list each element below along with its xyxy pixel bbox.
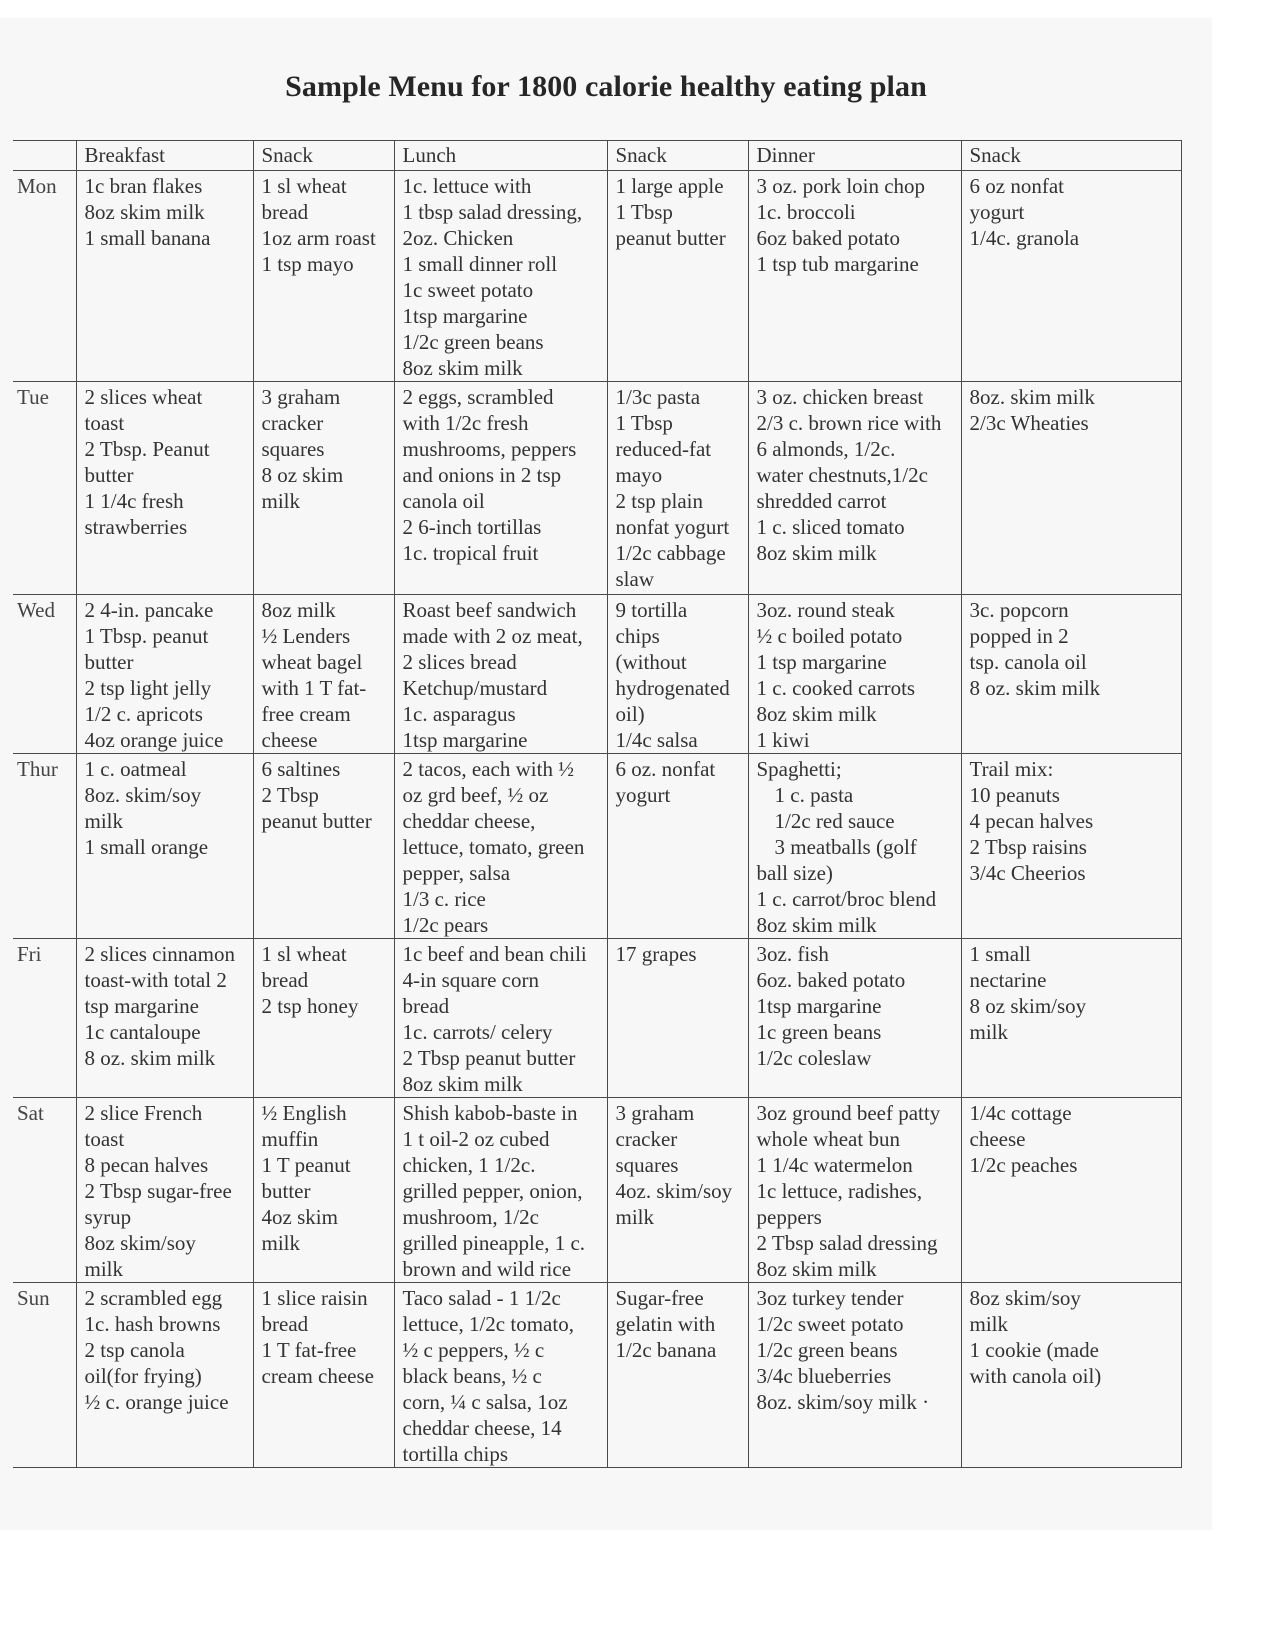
food-item: Taco salad - 1 1/2c xyxy=(402,1286,561,1310)
food-item: slaw xyxy=(615,567,654,591)
food-item: 2/3c Wheaties xyxy=(969,411,1089,435)
food-item: 3oz ground beef patty xyxy=(756,1101,941,1125)
day-label: Fri xyxy=(13,939,76,1098)
food-item: 2/3 c. brown rice with xyxy=(756,411,942,435)
food-item: yogurt xyxy=(615,783,671,807)
food-item: 1/4c salsa xyxy=(615,728,698,752)
food-item: 1c bran flakes xyxy=(84,174,203,198)
meal-cell-afternoon-snack xyxy=(607,595,748,754)
meal-cell-lunch xyxy=(394,595,607,754)
food-item: nectarine xyxy=(969,968,1047,992)
meal-cell-dinner xyxy=(748,382,961,595)
food-item: 1c. broccoli xyxy=(756,200,856,224)
food-item: ½ English xyxy=(261,1101,347,1125)
food-item: 1/2c pears xyxy=(402,913,489,937)
food-item: pepper, salsa xyxy=(402,861,511,885)
food-item: 8oz skim milk xyxy=(402,1072,523,1096)
food-item: 8 oz skim xyxy=(261,463,344,487)
food-item: mushrooms, peppers xyxy=(402,437,577,461)
food-item: 1/2c coleslaw xyxy=(756,1046,872,1070)
food-item: 1c sweet potato xyxy=(402,278,534,302)
food-item: mushroom, 1/2c xyxy=(402,1205,539,1229)
food-item: 1 cookie (made xyxy=(969,1338,1099,1362)
food-item: 1 kiwi xyxy=(756,728,810,752)
food-item: 1 tbsp salad dressing, xyxy=(402,200,583,224)
food-item: ½ Lenders xyxy=(261,624,351,648)
meal-cell-evening-snack xyxy=(961,595,1181,754)
food-item: 2 slice French xyxy=(84,1101,203,1125)
food-item: 1 1/4c fresh xyxy=(84,489,184,513)
food-item: 8oz. skim/soy xyxy=(84,783,202,807)
meal-cell-dinner xyxy=(748,1283,961,1468)
food-item: hydrogenated xyxy=(615,676,730,700)
food-item: 3oz. round steak xyxy=(756,598,895,622)
food-item: 1 c. cooked carrots xyxy=(756,676,916,700)
food-item: 3 meatballs (golf xyxy=(774,835,917,859)
food-item: oil(for frying) xyxy=(84,1364,202,1388)
food-item: syrup xyxy=(84,1205,132,1229)
food-item: cheddar cheese, xyxy=(402,809,536,833)
food-item: butter xyxy=(84,650,134,674)
meal-cell-afternoon-snack xyxy=(607,1283,748,1468)
meal-cell-evening-snack xyxy=(961,171,1181,382)
food-item: 8oz skim milk xyxy=(84,200,205,224)
food-item: 1 T fat-free xyxy=(261,1338,357,1362)
food-item: 1 Tbsp xyxy=(615,411,673,435)
food-item: 3/4c Cheerios xyxy=(969,861,1086,885)
food-item: mayo xyxy=(615,463,663,487)
food-item: 1 small dinner roll xyxy=(402,252,558,276)
food-item: squares xyxy=(615,1153,679,1177)
food-item: 2 tsp honey xyxy=(261,994,359,1018)
food-item: 8oz milk xyxy=(261,598,336,622)
meal-cell-morning-snack xyxy=(253,171,394,382)
meal-cell-evening-snack xyxy=(961,382,1181,595)
table-row xyxy=(13,754,1181,939)
food-item: 8oz skim milk xyxy=(402,356,523,380)
meal-cell-morning-snack xyxy=(253,595,394,754)
food-item: milk xyxy=(261,489,301,513)
food-item: 2 tacos, each with ½ xyxy=(402,757,574,781)
food-item: bread xyxy=(261,1312,309,1336)
food-item: 1/2c cabbage xyxy=(615,541,726,565)
food-item: 1c. hash browns xyxy=(84,1312,221,1336)
table-row xyxy=(13,1098,1181,1283)
meal-cell-afternoon-snack xyxy=(607,939,748,1098)
food-item: peanut butter xyxy=(261,809,372,833)
food-item: with canola oil) xyxy=(969,1364,1102,1388)
header-evening-snack: Snack xyxy=(961,141,1181,171)
food-item: 1oz arm roast xyxy=(261,226,376,250)
food-item: 1 t oil-2 oz cubed xyxy=(402,1127,550,1151)
food-item: lettuce, 1/2c tomato, xyxy=(402,1312,574,1336)
table-row xyxy=(13,939,1181,1098)
food-item: lettuce, tomato, green xyxy=(402,835,585,859)
food-item: 8oz skim/soy xyxy=(969,1286,1081,1310)
food-item: Ketchup/mustard xyxy=(402,676,548,700)
food-item: ball size) xyxy=(756,861,833,885)
food-item: squares xyxy=(261,437,325,461)
food-item: 1 tsp margarine xyxy=(756,650,887,674)
food-item: butter xyxy=(84,463,134,487)
food-item: 2 4-in. pancake xyxy=(84,598,214,622)
food-item: cheddar cheese, 14 xyxy=(402,1416,562,1440)
food-item: toast xyxy=(84,411,125,435)
food-item: strawberries xyxy=(84,515,188,539)
food-item: peanut butter xyxy=(615,226,726,250)
header-row xyxy=(13,141,1181,171)
food-item: Sugar-free xyxy=(615,1286,704,1310)
food-item: nonfat yogurt xyxy=(615,515,730,539)
food-item: 2 slices wheat xyxy=(84,385,203,409)
food-item: 8oz. skim/soy milk · xyxy=(756,1390,930,1414)
food-item: 1 c. pasta xyxy=(774,783,854,807)
food-item: 3oz. fish xyxy=(756,942,829,966)
food-item: chips xyxy=(615,624,660,648)
food-item: 1 small xyxy=(969,942,1031,966)
food-item: 3c. popcorn xyxy=(969,598,1069,622)
food-item: 1tsp margarine xyxy=(402,728,528,752)
meal-cell-lunch xyxy=(394,939,607,1098)
meal-cell-lunch xyxy=(394,382,607,595)
food-item: cheese xyxy=(261,728,318,752)
food-item: 1/2c peaches xyxy=(969,1153,1078,1177)
food-item: 4oz. skim/soy xyxy=(615,1179,733,1203)
food-item: 2 tsp canola xyxy=(84,1338,185,1362)
food-item: free cream xyxy=(261,702,351,726)
food-item: cream cheese xyxy=(261,1364,374,1388)
food-item: 1 c. sliced tomato xyxy=(756,515,905,539)
meal-cell-morning-snack xyxy=(253,382,394,595)
day-label: Wed xyxy=(13,595,76,754)
food-item: milk xyxy=(969,1312,1009,1336)
food-item: 1c beef and bean chili xyxy=(402,942,587,966)
meal-cell-lunch xyxy=(394,754,607,939)
food-item: 10 peanuts xyxy=(969,783,1060,807)
food-item: 1c. tropical fruit xyxy=(402,541,539,565)
food-item: 1c cantaloupe xyxy=(84,1020,201,1044)
food-item: peppers xyxy=(756,1205,822,1229)
food-item: shredded carrot xyxy=(756,489,887,513)
food-item: 2oz. Chicken xyxy=(402,226,514,250)
food-item: cracker xyxy=(615,1127,678,1151)
food-item: 1c. carrots/ celery xyxy=(402,1020,553,1044)
meal-cell-afternoon-snack xyxy=(607,382,748,595)
food-item: 1 Tbsp xyxy=(615,200,673,224)
food-item: brown and wild rice xyxy=(402,1257,572,1281)
food-item: cheese xyxy=(969,1127,1026,1151)
table-row xyxy=(13,1283,1181,1468)
food-item: 6oz baked potato xyxy=(756,226,900,250)
food-item: 1 slice raisin xyxy=(261,1286,368,1310)
table-row xyxy=(13,595,1181,754)
food-item: 3oz turkey tender xyxy=(756,1286,904,1310)
food-item: 8 pecan halves xyxy=(84,1153,209,1177)
day-label: Thur xyxy=(13,754,76,939)
food-item: 2 tsp plain xyxy=(615,489,703,513)
food-item: ½ c. orange juice xyxy=(84,1390,229,1414)
food-item: 1c lettuce, radishes, xyxy=(756,1179,923,1203)
food-item: 3/4c blueberries xyxy=(756,1364,892,1388)
meal-cell-dinner xyxy=(748,754,961,939)
food-item: 1tsp margarine xyxy=(402,304,528,328)
food-item: 1c green beans xyxy=(756,1020,882,1044)
food-item: 1 sl wheat xyxy=(261,174,347,198)
food-item: milk xyxy=(261,1231,301,1255)
header-day xyxy=(13,141,76,171)
food-item: 1/2c green beans xyxy=(402,330,544,354)
food-item: 2 slices cinnamon xyxy=(84,942,235,966)
food-item: milk xyxy=(969,1020,1009,1044)
food-item: 1/3 c. rice xyxy=(402,887,486,911)
food-item: 1 large apple xyxy=(615,174,724,198)
meal-cell-morning-snack xyxy=(253,1283,394,1468)
food-item: 8oz skim milk xyxy=(756,702,877,726)
food-item: 4oz orange juice xyxy=(84,728,224,752)
meal-cell-breakfast xyxy=(76,1283,253,1468)
header-lunch: Lunch xyxy=(394,141,607,171)
food-item: 1c. lettuce with xyxy=(402,174,532,198)
food-item: with 1/2c fresh xyxy=(402,411,529,435)
meal-cell-morning-snack xyxy=(253,1098,394,1283)
food-item: bread xyxy=(261,200,309,224)
header-morning-snack: Snack xyxy=(253,141,394,171)
table-row xyxy=(13,382,1181,595)
food-item: 8 oz. skim milk xyxy=(84,1046,216,1070)
meal-cell-evening-snack xyxy=(961,1098,1181,1283)
food-item: Shish kabob-baste in xyxy=(402,1101,578,1125)
day-label: Mon xyxy=(13,171,76,382)
food-item: 1 sl wheat xyxy=(261,942,347,966)
food-item: gelatin with xyxy=(615,1312,716,1336)
food-item: 1/4c cottage xyxy=(969,1101,1072,1125)
meal-cell-breakfast xyxy=(76,939,253,1098)
food-item: 2 eggs, scrambled xyxy=(402,385,554,409)
header-breakfast: Breakfast xyxy=(76,141,253,171)
meal-cell-afternoon-snack xyxy=(607,171,748,382)
meal-cell-dinner xyxy=(748,1098,961,1283)
day-label: Tue xyxy=(13,382,76,595)
food-item: 6 almonds, 1/2c. xyxy=(756,437,896,461)
food-item: toast-with total 2 xyxy=(84,968,227,992)
food-item: toast xyxy=(84,1127,125,1151)
food-item: bread xyxy=(261,968,309,992)
food-item: 17 grapes xyxy=(615,942,697,966)
meal-cell-afternoon-snack xyxy=(607,1098,748,1283)
meal-cell-lunch xyxy=(394,1098,607,1283)
food-item: 1 small banana xyxy=(84,226,211,250)
food-item: water chestnuts,1/2c xyxy=(756,463,928,487)
food-item: 8oz skim milk xyxy=(756,1257,877,1281)
food-item: cracker xyxy=(261,411,324,435)
food-item: 8oz skim/soy xyxy=(84,1231,196,1255)
food-item: black beans, ½ c xyxy=(402,1364,542,1388)
food-item: 6 oz. nonfat xyxy=(615,757,716,781)
food-item: Spaghetti; xyxy=(756,757,842,781)
food-item: 1 tsp tub margarine xyxy=(756,252,919,276)
food-item: reduced-fat xyxy=(615,437,712,461)
food-item: 1/2 c. apricots xyxy=(84,702,203,726)
food-item: 2 Tbsp xyxy=(261,783,319,807)
meal-cell-dinner xyxy=(748,939,961,1098)
food-item: tsp. canola oil xyxy=(969,650,1087,674)
meal-cell-afternoon-snack xyxy=(607,754,748,939)
meal-cell-evening-snack xyxy=(961,1283,1181,1468)
food-item: made with 2 oz meat, xyxy=(402,624,583,648)
food-item: 9 tortilla xyxy=(615,598,688,622)
food-item: (without xyxy=(615,650,687,674)
meal-cell-morning-snack xyxy=(253,754,394,939)
table-row xyxy=(13,171,1181,382)
food-item: 3 oz. chicken breast xyxy=(756,385,924,409)
food-item: yogurt xyxy=(969,200,1025,224)
meal-cell-morning-snack xyxy=(253,939,394,1098)
food-item: ½ c peppers, ½ c xyxy=(402,1338,545,1362)
food-item: 2 Tbsp salad dressing xyxy=(756,1231,938,1255)
day-label: Sun xyxy=(13,1283,76,1468)
food-item: wheat bagel xyxy=(261,650,363,674)
food-item: 1 Tbsp. peanut xyxy=(84,624,209,648)
food-item: Trail mix: xyxy=(969,757,1054,781)
food-item: bread xyxy=(402,994,450,1018)
food-item: oz grd beef, ½ oz xyxy=(402,783,549,807)
food-item: grilled pineapple, 1 c. xyxy=(402,1231,586,1255)
food-item: 6 oz nonfat xyxy=(969,174,1064,198)
meal-cell-evening-snack xyxy=(961,754,1181,939)
meal-cell-lunch xyxy=(394,1283,607,1468)
header-dinner: Dinner xyxy=(748,141,961,171)
food-item: 1/2c green beans xyxy=(756,1338,898,1362)
meal-plan-table xyxy=(13,140,1182,1468)
meal-cell-breakfast xyxy=(76,382,253,595)
food-item: 1tsp margarine xyxy=(756,994,882,1018)
page-title: Sample Menu for 1800 calorie healthy eating plan xyxy=(285,70,927,104)
food-item: butter xyxy=(261,1179,311,1203)
food-item: 1 1/4c watermelon xyxy=(756,1153,913,1177)
food-item: whole wheat bun xyxy=(756,1127,900,1151)
food-item: 1/2c red sauce xyxy=(774,809,895,833)
food-item: muffin xyxy=(261,1127,319,1151)
food-item: 2 tsp light jelly xyxy=(84,676,212,700)
header-afternoon-snack: Snack xyxy=(607,141,748,171)
meal-cell-dinner xyxy=(748,171,961,382)
meal-cell-evening-snack xyxy=(961,939,1181,1098)
food-item: 1/3c pasta xyxy=(615,385,701,409)
meal-cell-dinner xyxy=(748,595,961,754)
food-item: 2 Tbsp peanut butter xyxy=(402,1046,576,1070)
food-item: 8 oz skim/soy xyxy=(969,994,1087,1018)
food-item: 2 slices bread xyxy=(402,650,517,674)
meal-cell-breakfast xyxy=(76,754,253,939)
food-item: 2 Tbsp raisins xyxy=(969,835,1087,859)
food-item: tsp margarine xyxy=(84,994,199,1018)
food-item: 3 graham xyxy=(261,385,341,409)
food-item: 2 Tbsp sugar-free xyxy=(84,1179,232,1203)
food-item: 6oz. baked potato xyxy=(756,968,906,992)
food-item: 1c. asparagus xyxy=(402,702,516,726)
food-item: 2 Tbsp. Peanut xyxy=(84,437,210,461)
food-item: Roast beef sandwich xyxy=(402,598,577,622)
food-item: milk xyxy=(615,1205,655,1229)
food-item: 4-in square corn xyxy=(402,968,539,992)
meal-cell-breakfast xyxy=(76,1098,253,1283)
day-label: Sat xyxy=(13,1098,76,1283)
food-item: 4oz skim xyxy=(261,1205,338,1229)
food-item: 1/4c. granola xyxy=(969,226,1080,250)
food-item: 1 tsp mayo xyxy=(261,252,354,276)
food-item: 8oz. skim milk xyxy=(969,385,1095,409)
food-item: 1 T peanut xyxy=(261,1153,351,1177)
food-item: ½ c boiled potato xyxy=(756,624,903,648)
food-item: oil) xyxy=(615,702,645,726)
meal-cell-lunch xyxy=(394,171,607,382)
food-item: 1/2c banana xyxy=(615,1338,717,1362)
food-item: grilled pepper, onion, xyxy=(402,1179,583,1203)
food-item: canola oil xyxy=(402,489,485,513)
food-item: 8 oz. skim milk xyxy=(969,676,1101,700)
food-item: chicken, 1 1/2c. xyxy=(402,1153,536,1177)
meal-cell-breakfast xyxy=(76,171,253,382)
food-item: 2 6-inch tortillas xyxy=(402,515,542,539)
food-item: 4 pecan halves xyxy=(969,809,1094,833)
food-item: 3 graham xyxy=(615,1101,695,1125)
food-item: 1/2c sweet potato xyxy=(756,1312,904,1336)
food-item: 6 saltines xyxy=(261,757,341,781)
food-item: with 1 T fat- xyxy=(261,676,367,700)
food-item: tortilla chips xyxy=(402,1442,509,1466)
food-item: and onions in 2 tsp xyxy=(402,463,562,487)
food-item: corn, ¼ c salsa, 1oz xyxy=(402,1390,568,1414)
food-item: 3 oz. pork loin chop xyxy=(756,174,926,198)
food-item: milk xyxy=(84,809,124,833)
food-item: 1 c. oatmeal xyxy=(84,757,187,781)
food-item: milk xyxy=(84,1257,124,1281)
food-item: 8oz skim milk xyxy=(756,913,877,937)
food-item: 8oz skim milk xyxy=(756,541,877,565)
meal-cell-breakfast xyxy=(76,595,253,754)
food-item: 2 scrambled egg xyxy=(84,1286,223,1310)
food-item: 1 small orange xyxy=(84,835,209,859)
food-item: popped in 2 xyxy=(969,624,1069,648)
food-item: 1 c. carrot/broc blend xyxy=(756,887,937,911)
